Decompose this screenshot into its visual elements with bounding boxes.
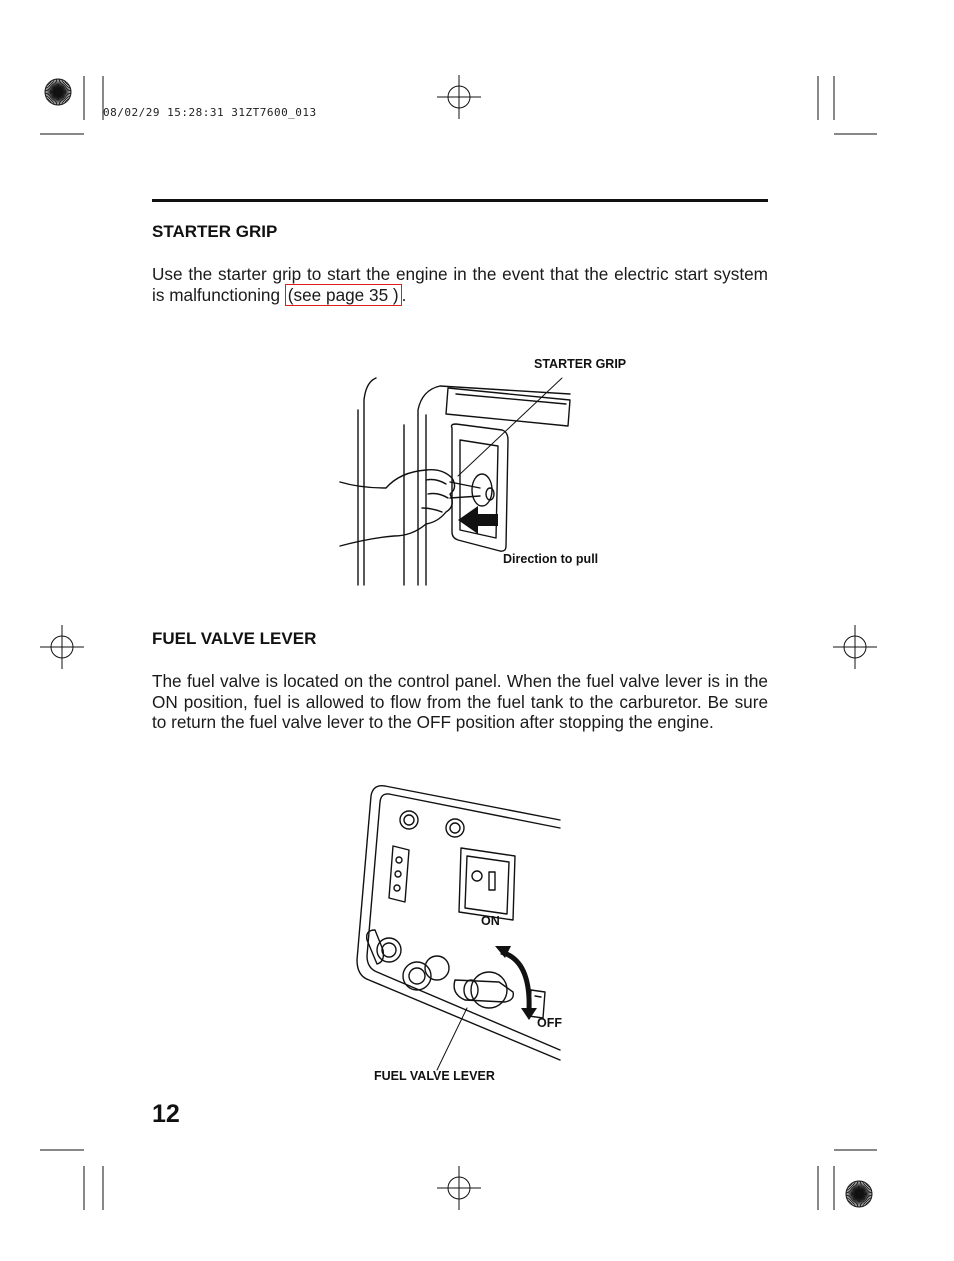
starburst-mark-top-left	[45, 79, 71, 105]
starter-grip-label: STARTER GRIP	[534, 357, 627, 371]
registration-mark-left	[40, 625, 84, 669]
pull-direction-arrow-icon	[458, 506, 498, 534]
direction-to-pull-label: Direction to pull	[503, 552, 599, 566]
starburst-mark-bottom-right	[846, 1181, 872, 1207]
print-timestamp: 08/02/29 15:28:31 31ZT7600_013	[103, 106, 317, 119]
fuel-valve-illustration	[355, 780, 565, 1065]
fuel-valve-lever-text: The fuel valve is located on the control panel. When the fuel valve lever is in the ON position, fuel is allowed to flow from the fuel tank to the carburetor. Be sure to return the fuel valve lever to the OFF position after stopping the engine.	[152, 671, 768, 732]
starter-grip-text: Use the starter grip to start the engine in the event that the electric start system is malfunctioning (see page 35 ) .	[152, 264, 768, 305]
registration-mark-top	[437, 75, 481, 119]
fuel-valve-lever-heading: FUEL VALVE LEVER	[152, 629, 317, 648]
page-35-link[interactable]: (see page 35 )	[285, 284, 402, 306]
off-position-label: OFF	[537, 1016, 562, 1030]
starter-grip-illustration	[330, 370, 650, 590]
fuel-valve-lever-label: FUEL VALVE LEVER	[374, 1069, 495, 1083]
section-rule	[152, 199, 768, 202]
registration-mark-bottom	[437, 1166, 481, 1210]
starter-grip-heading: STARTER GRIP	[152, 222, 278, 241]
page-number: 12	[152, 1100, 180, 1128]
registration-mark-right	[833, 625, 877, 669]
on-position-label: ON	[481, 914, 500, 928]
